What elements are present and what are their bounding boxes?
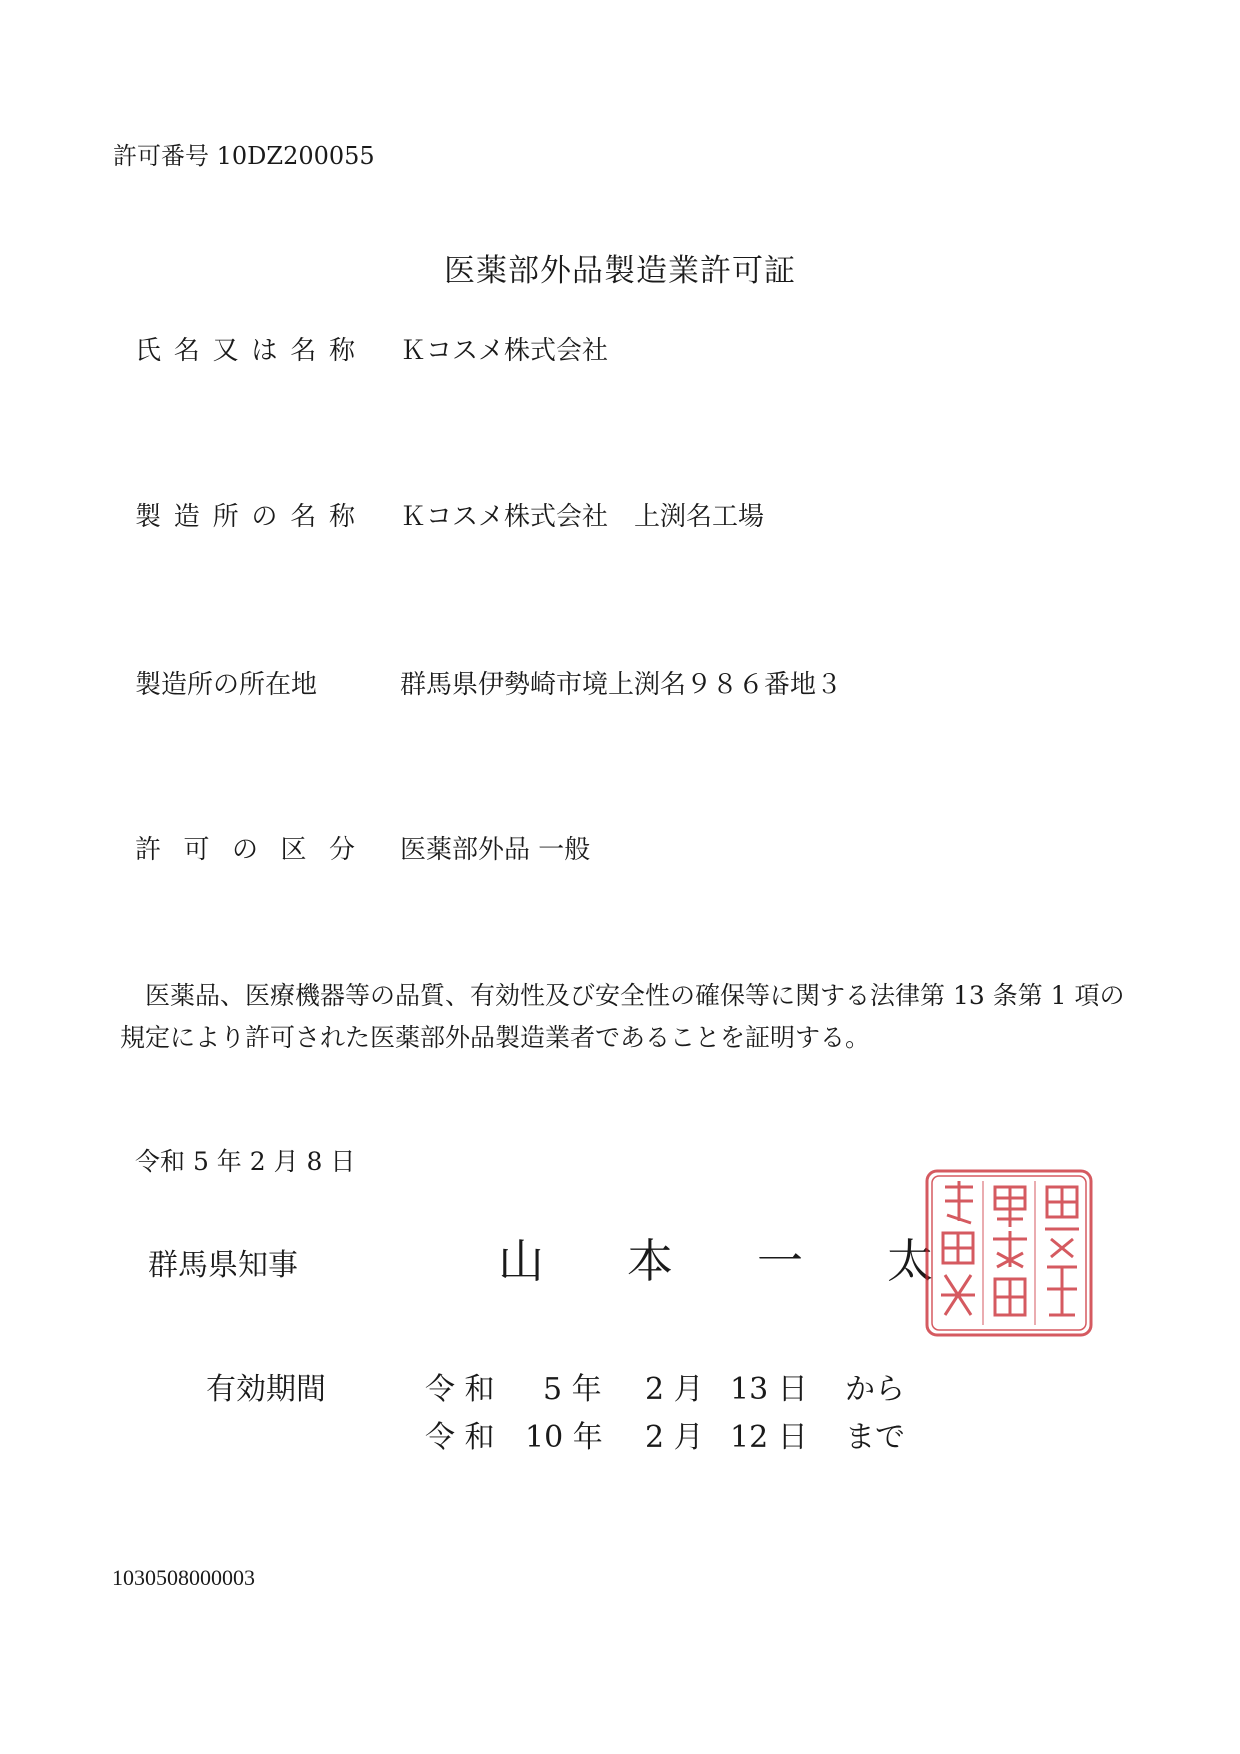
validity-from-month: 2 月	[645, 1372, 704, 1407]
validity-to-suffix: まで	[845, 1420, 905, 1455]
field-label-factory-name	[135, 496, 355, 533]
field-label-category	[135, 829, 355, 866]
issuer-title: 群馬県知事	[148, 1248, 298, 1283]
field-label-char: 分	[328, 835, 355, 865]
field-value-category: 医薬部外品 一般	[400, 835, 591, 865]
field-label-char: の	[231, 835, 258, 865]
document-id: 1030508000003	[112, 1565, 255, 1590]
field-value-factory-name: Ｋコスメ株式会社 上渕名工場	[400, 502, 765, 532]
issuer-name-char: 一	[757, 1234, 803, 1288]
field-label-char: 可	[183, 835, 210, 865]
field-label-char: 称	[328, 502, 355, 532]
field-label-char: 許	[135, 835, 162, 865]
field-label-char: 氏	[135, 336, 162, 366]
validity-from-year: 5 年	[543, 1372, 602, 1407]
validity-to-era: 令 和	[425, 1420, 495, 1455]
field-value-factory-address: 群馬県伊勢崎市境上渕名９８６番地３	[400, 670, 843, 700]
field-label-factory-address	[135, 664, 355, 701]
field-label-char: 造	[173, 502, 200, 532]
validity-from-suffix: から	[845, 1372, 905, 1407]
official-seal-icon	[923, 1167, 1095, 1339]
field-label-char: 名	[290, 502, 317, 532]
field-label-char: 称	[328, 336, 355, 366]
issuer-name-char: 山	[498, 1234, 544, 1288]
validity-label: 有効期間	[206, 1372, 326, 1407]
field-label-char: 製	[135, 502, 162, 532]
certification-statement: 医薬品、医療機器等の品質、有効性及び安全性の確保等に関する法律第 13 条第 1 項の規定により許可された医薬部外品製造業者であることを証明する。	[120, 981, 1125, 1052]
field-label-char: 区	[280, 835, 307, 865]
issue-date: 令和 5 年 2 月 8 日	[135, 1147, 356, 1176]
issuer-name-char: 太	[887, 1234, 933, 1288]
validity-to-month: 2 月	[645, 1420, 704, 1455]
permit-number: 許可番号 10DZ200055	[113, 142, 375, 170]
field-label-char: は	[251, 336, 278, 366]
field-label-char: 名	[173, 336, 200, 366]
validity-from-day: 13 日	[730, 1372, 808, 1407]
field-label-char: 名	[290, 336, 317, 366]
validity-to-day: 12 日	[730, 1420, 808, 1455]
issuer-name-char: 本	[627, 1234, 673, 1288]
field-value-name: Ｋコスメ株式会社	[400, 336, 609, 366]
validity-from-era: 令 和	[425, 1372, 495, 1407]
field-label-char: の	[251, 502, 278, 532]
field-label-char: 所	[212, 502, 239, 532]
document-title: 医薬部外品製造業許可証	[444, 253, 796, 289]
validity-to-year: 10 年	[525, 1420, 603, 1455]
field-label-name	[135, 330, 355, 367]
field-label-text: 製造所の所在地	[135, 670, 318, 700]
field-label-char: 又	[212, 336, 239, 366]
